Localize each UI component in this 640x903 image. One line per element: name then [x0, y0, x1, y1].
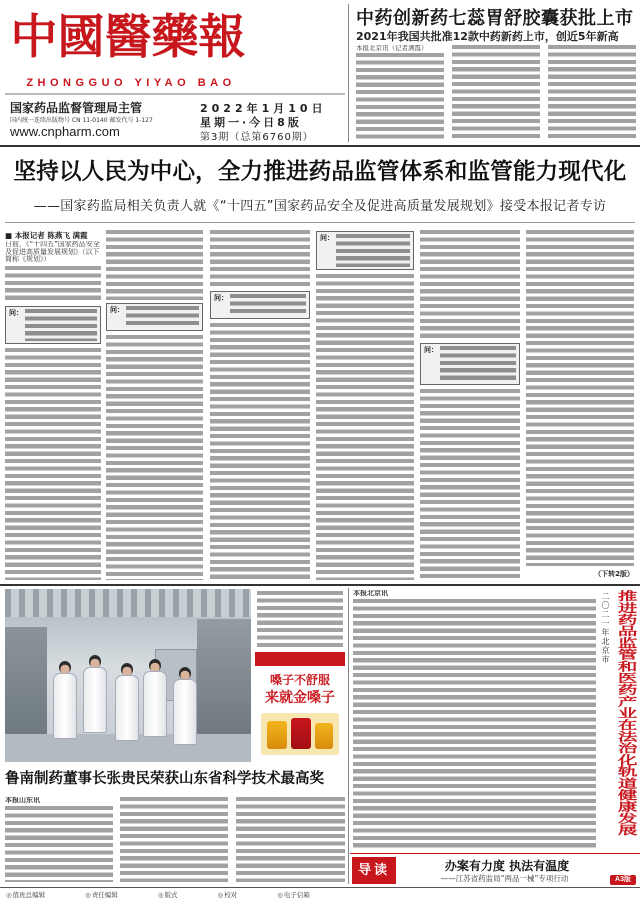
advertisement[interactable]	[255, 589, 345, 762]
question-text-lines	[336, 234, 410, 267]
guide-subheadline: ——江苏省药监局“两品一械”专项行动	[440, 874, 569, 883]
article-text-lines	[236, 797, 345, 882]
article-text-lines	[420, 230, 520, 340]
footer-label: 校对	[224, 891, 238, 899]
lead-story-subheadline: ——国家药监局相关负责人就《“十四五”国家药品安全及促进高质量发展规划》接受本报记者专访	[33, 199, 607, 214]
person-figure	[83, 655, 107, 735]
side-story-vertical-headline[interactable]: 推进药品监管和医药产业在法治化轨道健康发展	[615, 590, 640, 836]
side-story-kicker: 二〇二一年北京市	[601, 592, 610, 664]
footer-item	[6, 890, 45, 900]
byline-text: 本报记者 陈燕飞 满霞	[14, 231, 88, 240]
circle-mark-icon: ◎	[6, 891, 12, 899]
headline-divider	[5, 222, 635, 223]
ad-text-lines	[257, 591, 343, 647]
question-text-lines	[230, 294, 306, 316]
question-prefix: 问：	[320, 234, 334, 242]
circle-mark-icon: ◎	[157, 891, 164, 899]
article-text-lines	[5, 806, 113, 882]
footer-label: 值班总编辑	[12, 891, 46, 899]
website-link[interactable]: www.cnpharm.com	[10, 124, 120, 139]
ad-slogan-line1: 嗓子不舒服	[269, 673, 330, 687]
question-prefix: 问：	[214, 294, 228, 302]
logo-pinyin: ZHONGGUO YIYAO BAO	[26, 77, 236, 89]
column-divider	[348, 588, 349, 884]
product-box-icon	[267, 721, 287, 749]
person-figure	[173, 667, 197, 747]
footer-item	[85, 890, 118, 900]
ad-red-banner	[255, 652, 345, 666]
registration-line: 国内统一连续出版物号 CN 11-0140 邮发代号 1-127	[10, 117, 153, 124]
question-prefix: 问：	[110, 306, 124, 314]
article-text-lines	[106, 230, 203, 300]
side-story-lead: 本报北京讯	[353, 590, 388, 597]
guide-label: 导读	[352, 857, 396, 884]
top-story-headline[interactable]: 中药创新药七蕊胃舒胶囊获批上市	[356, 8, 634, 29]
ad-slogan-line2: 来就金嗓子	[265, 690, 335, 706]
lead-story-headline[interactable]: 坚持以人民为中心，全力推进药品监管体系和监管能力现代化	[13, 159, 627, 185]
article-text-lines	[452, 45, 540, 141]
article-text-lines	[420, 389, 520, 580]
machine-right	[197, 619, 251, 744]
article-text-lines	[120, 797, 228, 882]
bullet-icon: ■	[5, 231, 13, 240]
product-box-icon	[315, 723, 333, 749]
section-divider	[0, 584, 640, 586]
footer-credits	[6, 890, 634, 900]
weekday-pages: 星期一·今日8版	[200, 116, 302, 129]
sponsor-line: 国家药品监督管理局主管	[10, 101, 143, 115]
footer-label: 电子信箱	[283, 891, 310, 899]
factory-inspection-photo	[5, 589, 251, 762]
masthead-vertical-divider	[348, 4, 349, 142]
article-text-lines	[210, 230, 310, 288]
issue-number: 第3期（总第6760期）	[200, 132, 314, 143]
person-figure	[115, 663, 139, 743]
footer-label: 版式	[164, 891, 178, 899]
person-figure	[53, 661, 77, 741]
footer-item	[277, 890, 310, 900]
person-figure	[143, 659, 167, 739]
question-box	[210, 291, 310, 319]
guide-headline[interactable]: 办案有力度 执法有温度	[444, 859, 570, 873]
article-text-lines	[5, 266, 101, 303]
continued-on-page[interactable]: （下转2版）	[594, 570, 634, 578]
top-story-subheadline: 2021年我国共批准12款中药新药上市，创近5年新高	[356, 30, 619, 43]
machine-left	[5, 627, 47, 737]
question-text-lines	[25, 309, 97, 341]
footer-item	[218, 890, 238, 900]
guide-page-badge[interactable]: A3版	[610, 875, 636, 885]
question-prefix: 问：	[424, 346, 438, 354]
circle-mark-icon: ◎	[217, 891, 224, 899]
ad-product-area	[261, 713, 339, 755]
lead-story-byline	[5, 230, 101, 241]
circle-mark-icon: ◎	[277, 891, 283, 899]
feature-story-lead: 本报山东讯	[5, 797, 40, 804]
question-box	[420, 343, 520, 385]
feature-story-headline[interactable]: 鲁南制药董事长张贵民荣获山东省科学技术最高奖	[5, 771, 324, 787]
masthead-divider	[5, 93, 345, 95]
lead-story-first-paragraph: 日前，《“十四五”国家药品安全及促进高质量发展规划》（以下简称《规划》）	[5, 241, 100, 263]
article-text-lines	[5, 348, 101, 580]
question-prefix: 问：	[9, 309, 23, 317]
article-text-lines	[210, 323, 310, 580]
newspaper-logo: 中國醫藥報	[10, 12, 246, 64]
question-text-lines	[440, 346, 516, 382]
footer-label: 责任编辑	[91, 891, 118, 899]
article-text-lines	[353, 599, 596, 848]
article-text-lines	[316, 274, 414, 580]
question-box	[316, 231, 414, 270]
section-divider	[0, 145, 640, 147]
question-text-lines	[126, 306, 199, 328]
top-story-lead: 本报北京讯（记者满霞）	[356, 45, 428, 52]
guide-divider	[350, 853, 640, 854]
article-text-lines	[356, 53, 444, 141]
product-box-icon	[291, 718, 311, 749]
question-box	[5, 306, 101, 344]
question-box	[106, 303, 203, 331]
footer-divider	[0, 887, 640, 888]
article-text-lines	[106, 335, 203, 580]
footer-item	[158, 890, 178, 900]
article-text-lines	[526, 230, 634, 566]
article-text-lines	[548, 45, 636, 141]
circle-mark-icon: ◎	[85, 891, 91, 899]
issue-date: 2022年1月10日	[200, 102, 327, 115]
ceiling-pipes	[5, 589, 251, 617]
